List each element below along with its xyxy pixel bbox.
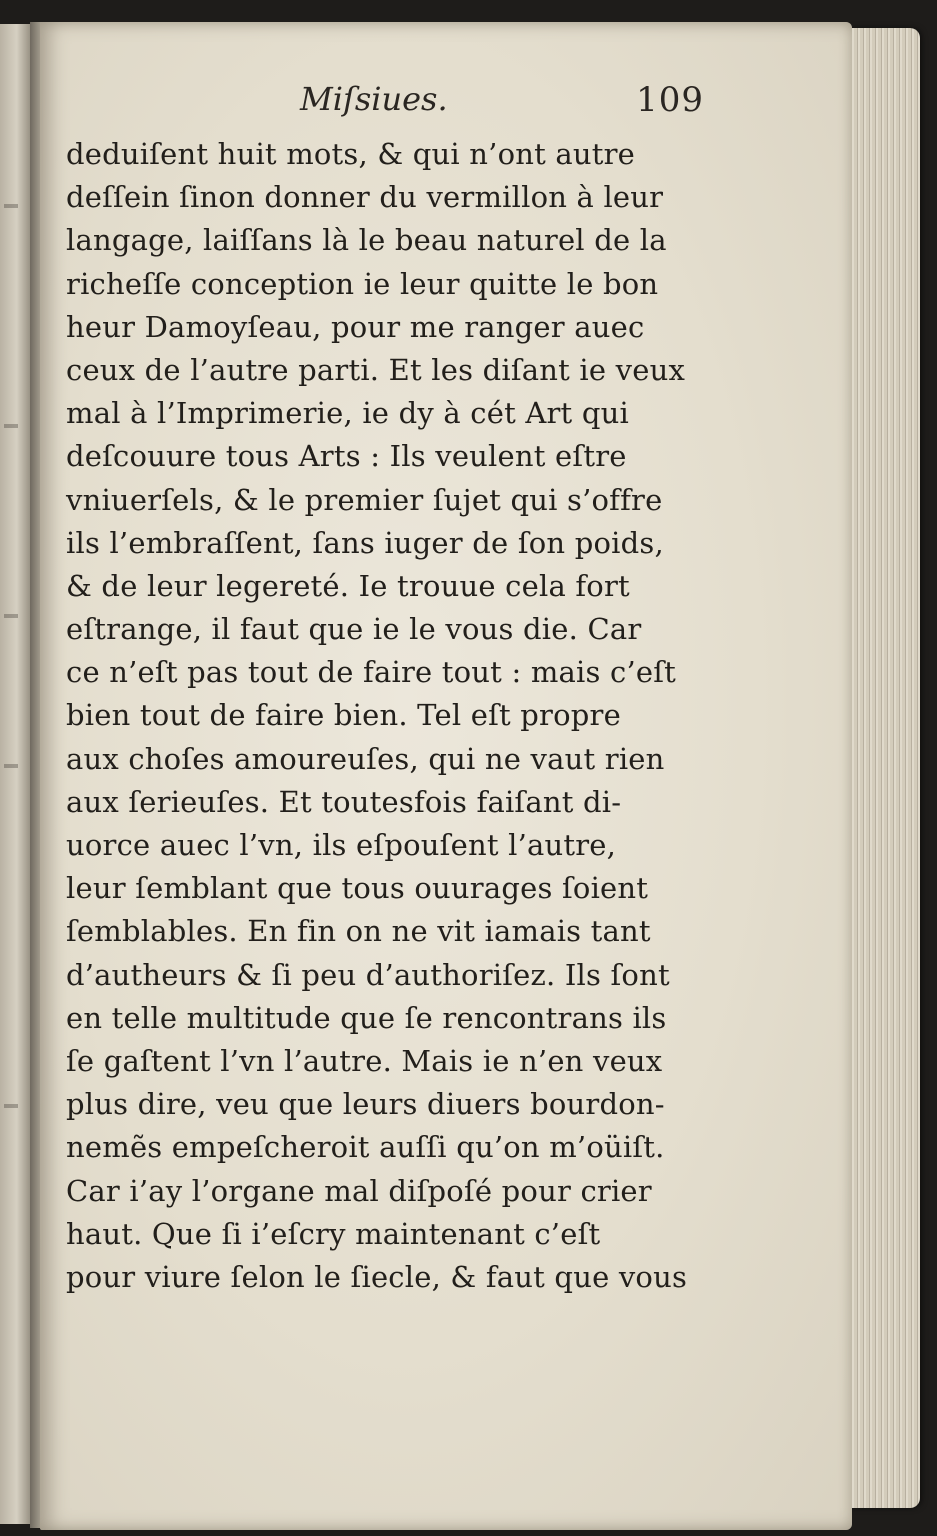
text-line: aux ſerieuſes. Et toutesfois faiſant di- xyxy=(66,784,622,819)
text-line: pour viure ſelon le ſiecle, & faut que vous xyxy=(66,1259,688,1294)
text-line: en telle multitude que ſe rencontrans ils xyxy=(66,1000,667,1035)
text-line: Car i’ay l’organe mal diſpoſé pour crier xyxy=(66,1173,652,1208)
bleed-through-mark xyxy=(4,424,18,428)
facing-page-edge xyxy=(0,24,30,1524)
text-line: ſe gaſtent l’vn l’autre. Mais ie n’en veux xyxy=(66,1043,663,1078)
text-line: deſſein ſinon donner du vermillon à leur xyxy=(66,180,664,215)
text-line: ceux de l’autre parti. Et les diſant ie veux xyxy=(66,352,686,387)
text-line: ils l’embraſſent, ſans iuger de ſon poids, xyxy=(66,525,664,560)
text-line: uorce auec l’vn, ils eſpouſent l’autre, xyxy=(66,828,617,862)
text-line: leur ſemblant que tous ouurages ſoient xyxy=(66,871,649,906)
page-number: 109 xyxy=(636,80,704,120)
bleed-through-mark xyxy=(4,764,18,768)
text-line: mal à l’Imprimerie, ie dy à cét Art qui xyxy=(66,396,629,431)
page-fore-edge xyxy=(848,28,920,1508)
text-line: langage, laiſſans là le beau naturel de la xyxy=(66,223,667,258)
text-line: ce n’eſt pas tout de faire tout : mais c’eſt xyxy=(66,655,677,690)
text-line: plus dire, veu que leurs diuers bourdon- xyxy=(66,1087,665,1122)
running-head xyxy=(40,80,852,130)
bleed-through-mark xyxy=(4,1104,18,1108)
text-line: aux choſes amoureuſes, qui ne vaut rien xyxy=(66,741,665,776)
text-line: vniuerſels, & le premier ſujet qui s’offre xyxy=(66,482,663,517)
text-line: eſtrange, il faut que ie le vous die. Car xyxy=(66,612,642,647)
body-text xyxy=(66,133,706,1299)
text-line: richeſſe conception ie leur quitte le bon xyxy=(66,266,659,301)
text-line: bien tout de faire bien. Tel eſt propre xyxy=(66,698,621,733)
text-line: haut. Que ſi i’eſcry maintenant c’eſt xyxy=(66,1216,601,1251)
bleed-through-mark xyxy=(4,614,18,618)
text-line: deduiſent huit mots, & qui n’ont autre xyxy=(66,137,636,171)
text-line: d’autheurs & ſi peu d’authoriſez. Ils ſont xyxy=(66,957,670,992)
text-line: & de leur legereté. Ie trouue cela fort xyxy=(66,568,630,603)
text-line: heur Damoyſeau, pour me ranger auec xyxy=(66,309,645,344)
bleed-through-mark xyxy=(4,204,18,208)
text-line: ſemblables. En fin on ne vit iamais tant xyxy=(66,914,651,949)
text-line: deſcouure tous Arts : Ils veulent eſtre xyxy=(66,439,627,474)
running-head-title: Miſsiues. xyxy=(300,80,448,118)
text-line: nemẽs empeſcheroit auſſi qu’on m’oüiſt. xyxy=(66,1130,665,1165)
